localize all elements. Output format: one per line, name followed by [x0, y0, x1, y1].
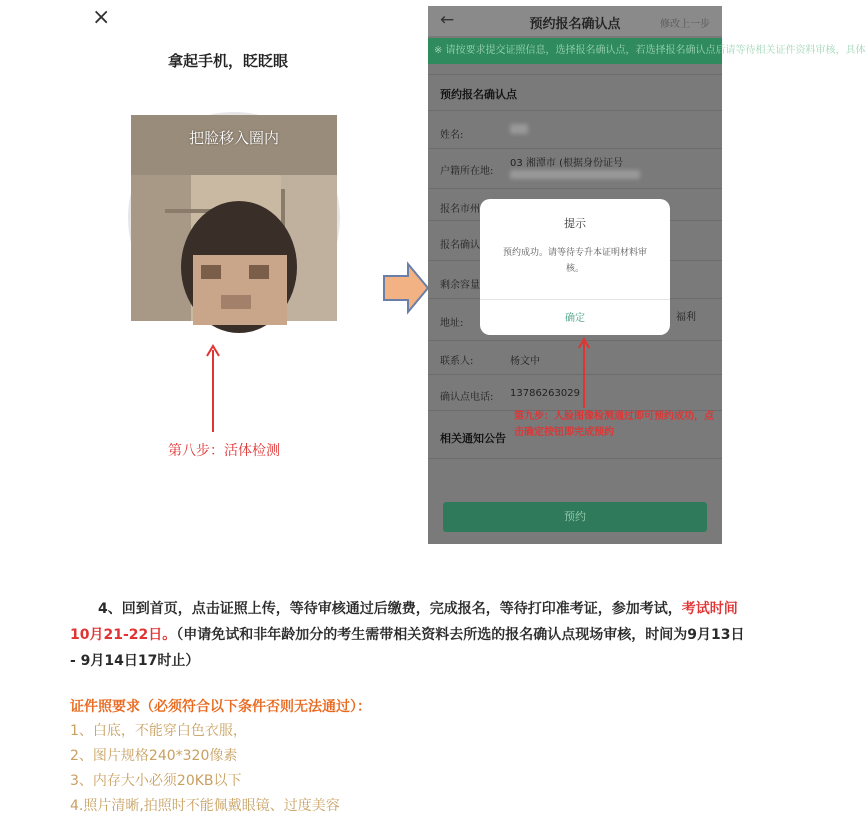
- photo-requirements-heading: 证件照要求（必须符合以下条件否则无法通过）：: [70, 699, 371, 715]
- modal-divider: [480, 299, 670, 300]
- residence-id-blur: [510, 170, 640, 182]
- capacity-label: 剩余容量: [440, 280, 480, 291]
- city-label: 报名市州: [440, 204, 480, 215]
- address-label: 地址:: [440, 318, 464, 329]
- success-modal: [480, 199, 670, 335]
- phone-value: 13786263029: [510, 388, 580, 399]
- modal-confirm-button[interactable]: 确定: [565, 313, 585, 324]
- exam-date-highlight: 考试时间10月21-22日。: [70, 601, 738, 643]
- confirm-point-label: 报名确认: [440, 240, 480, 251]
- residence-label: 户籍所在地:: [440, 166, 494, 177]
- close-icon[interactable]: ×: [92, 5, 111, 30]
- phone-header: [428, 6, 722, 36]
- liveness-title: 拿起手机，眨眨眼: [167, 52, 288, 70]
- step9-pointer-arrow: [578, 336, 590, 410]
- contact-value: 杨文中: [510, 356, 540, 367]
- section-title: 预约报名确认点: [440, 88, 517, 101]
- requirement-item: 1、白底，不能穿白色衣服，: [70, 723, 247, 739]
- step9-note: 第九步：人脸图像检测通过即可预约成功，点击确定按钮即完成预约: [514, 411, 714, 438]
- reserve-button[interactable]: 预约: [443, 502, 707, 532]
- phone-label: 确认点电话:: [440, 392, 494, 403]
- face-hint-text: 把脸移入圈内: [188, 129, 279, 147]
- step4-text-b: （申请免试和非年龄加分的考生需带相关资料去所选的报名确认点现场审核，时间为9月13日 - 9月14日17时止）: [70, 627, 745, 669]
- right-arrow-icon: [382, 262, 430, 314]
- requirement-item: 2、图片规格240*320像素: [70, 748, 238, 764]
- modal-title: 提示: [564, 217, 586, 230]
- residence-value: 03 湘潭市 (根据身份证号: [510, 158, 623, 169]
- notice-bar: [428, 38, 866, 64]
- step8-pointer-arrow: [205, 342, 221, 434]
- phone-screenshot: [428, 6, 866, 544]
- contact-label: 联系人:: [440, 356, 474, 367]
- notice-text: ※ 请按要求提交证照信息，选择报名确认点，若选择报名确认点后请等待相关证件资料审核，具体: [434, 45, 866, 56]
- related-notice-title: 相关通知公告: [440, 432, 506, 445]
- requirement-item: 3、内存大小必须20KB以下: [70, 773, 242, 789]
- face-capture-circle: [128, 112, 340, 324]
- step8-label: 第八步：活体检测: [168, 443, 280, 459]
- modal-body: 预约成功。请等待专升本证明材料审核。: [502, 248, 647, 274]
- back-arrow-icon[interactable]: ←: [440, 10, 455, 30]
- name-value: [510, 124, 528, 137]
- requirement-item: 4.照片清晰,拍照时不能佩戴眼镜、过度美容: [70, 798, 340, 814]
- name-label: 姓名:: [440, 130, 464, 141]
- modify-previous-step-link[interactable]: 修改上一步: [660, 19, 710, 30]
- step4-paragraph: [70, 596, 750, 674]
- phone-title: 预约报名确认点: [529, 17, 621, 32]
- address-suffix: 福利: [676, 312, 696, 323]
- step4-text-a: 4、回到首页，点击证照上传，等待审核通过后缴费，完成报名，等待打印准考证，参加考试，: [98, 601, 682, 617]
